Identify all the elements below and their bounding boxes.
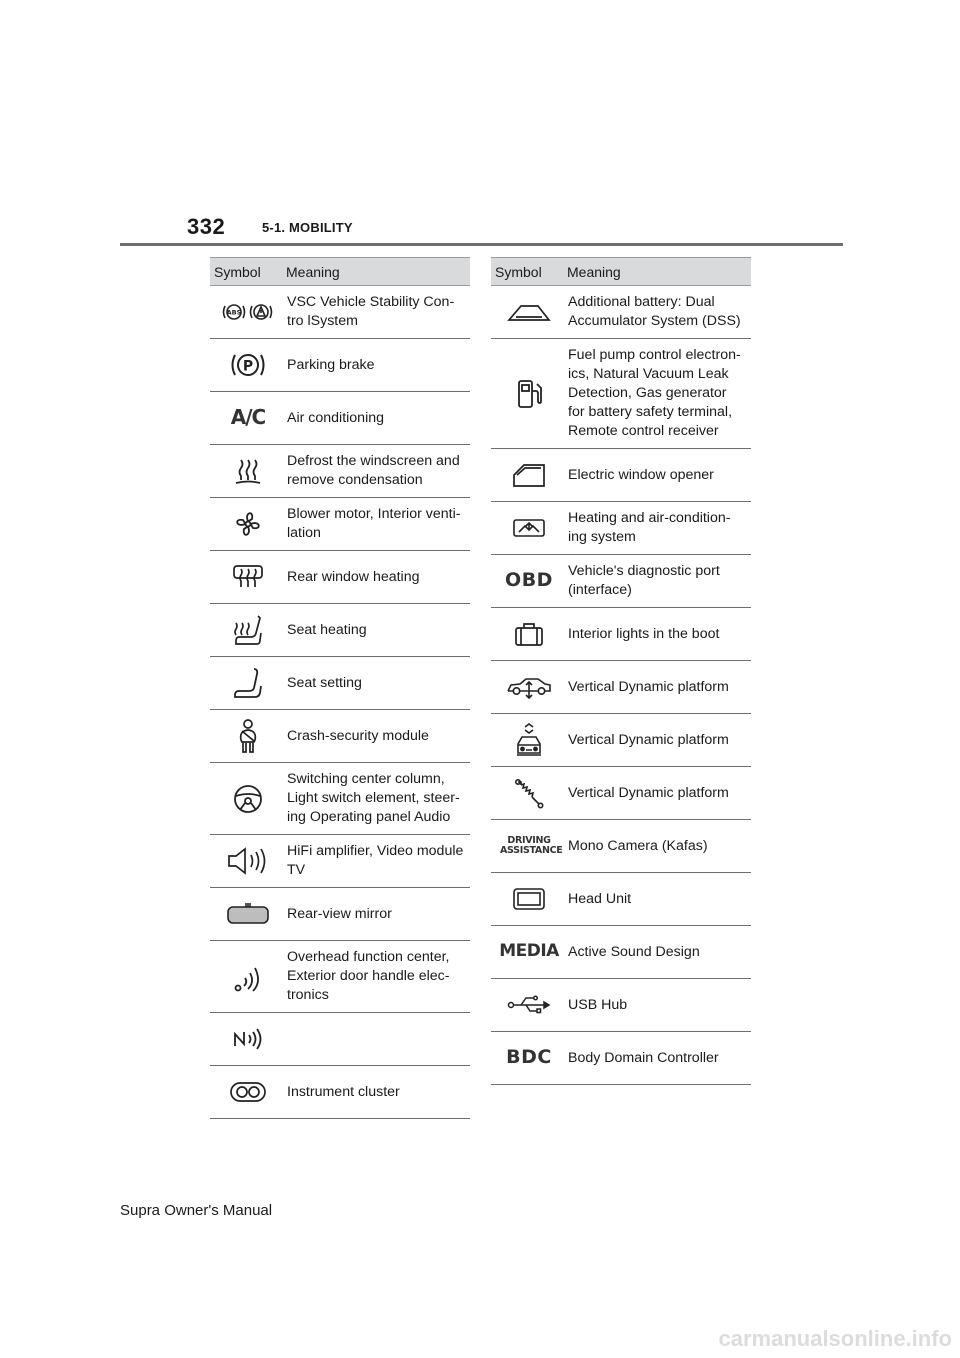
parking-brake-icon [228, 349, 268, 381]
table-row [491, 820, 751, 873]
table-row [210, 551, 470, 604]
footer-manual-name: Supra Owner's Manual [120, 1202, 273, 1219]
meaning-text: Instrument cluster [286, 1066, 470, 1119]
table-row [210, 445, 470, 498]
meaning-text: Heating and air-condition-ing system [567, 502, 751, 555]
car-front-icon [514, 723, 544, 757]
meaning-text: Additional battery: Dual Accumulator System (DSS) [567, 286, 751, 339]
media-icon: MEDIA [499, 941, 559, 962]
ac-icon: A/C [230, 405, 266, 430]
meaning-text [286, 1013, 470, 1066]
table-row [210, 657, 470, 710]
meaning-text: Air conditioning [286, 392, 470, 445]
meaning-text: Seat setting [286, 657, 470, 710]
table-row [210, 888, 470, 941]
table-row [491, 767, 751, 820]
symbol-column-header: Symbol [491, 258, 567, 286]
table-header-row [210, 258, 470, 286]
shock-absorber-icon [513, 777, 545, 809]
table-row [491, 714, 751, 767]
header-divider [120, 243, 843, 246]
car-roof-icon [506, 301, 552, 323]
meaning-text: Active Sound Design [567, 926, 751, 979]
fan-icon [232, 508, 264, 540]
instrument-cluster-icon [228, 1080, 268, 1104]
head-unit-icon [511, 886, 547, 912]
rear-window-heating-icon [231, 563, 265, 591]
table-row [491, 1032, 751, 1085]
table-row [210, 763, 470, 835]
section-title: 5-1. MOBILITY [262, 220, 353, 235]
meaning-text: Head Unit [567, 873, 751, 926]
bdc-icon: BDC [506, 1046, 552, 1069]
table-row [491, 979, 751, 1032]
table-row [210, 835, 470, 888]
watermark: carmanualsonline.info [718, 1326, 952, 1351]
symbol-column-header: Symbol [210, 258, 286, 286]
window-icon [510, 461, 548, 489]
meaning-text: Vertical Dynamic platform [567, 767, 751, 820]
steering-wheel-icon [231, 782, 265, 816]
symbol-table-left [210, 257, 470, 1119]
table-row [491, 873, 751, 926]
meaning-text: Electric window opener [567, 449, 751, 502]
seatbelt-person-icon [234, 718, 262, 754]
meaning-text: Vertical Dynamic platform [567, 661, 751, 714]
nfc-icon [231, 1026, 265, 1052]
meaning-text: Fuel pump control electron-ics, Natural Vacuum Leak Detection, Gas generator for battery safety terminal, Remote control receiver [567, 339, 751, 449]
meaning-text: VSC Vehicle Stability Con-tro lSystem [286, 286, 470, 339]
table-row [210, 498, 470, 551]
table-row [491, 555, 751, 608]
page-number: 332 [187, 214, 226, 239]
usb-icon [506, 994, 552, 1016]
meaning-column-header: Meaning [567, 258, 751, 286]
meaning-text: Body Domain Controller [567, 1032, 751, 1085]
heating-ac-icon [511, 516, 547, 540]
meaning-text: Rear-view mirror [286, 888, 470, 941]
seat-heating-icon [230, 613, 266, 647]
meaning-text: Vehicle's diagnostic port (interface) [567, 555, 751, 608]
meaning-column-header: Meaning [286, 258, 470, 286]
abs-vsc-warning-icon [221, 299, 275, 325]
table-row [491, 449, 751, 502]
meaning-text: Interior lights in the boot [567, 608, 751, 661]
table-row [491, 926, 751, 979]
meaning-text: Mono Camera (Kafas) [567, 820, 751, 873]
meaning-text: HiFi amplifier, Video module TV [286, 835, 470, 888]
car-side-height-icon [505, 673, 553, 701]
driving-assistance-icon: DRIVING ASSISTANCE [500, 835, 563, 856]
table-row [210, 710, 470, 763]
meaning-text: Seat heating [286, 604, 470, 657]
rearview-mirror-icon [225, 902, 271, 926]
table-row [491, 502, 751, 555]
table-row [210, 941, 470, 1013]
svg-text:ABS: ABS [226, 308, 242, 317]
speaker-icon [226, 845, 270, 877]
table-row [210, 1066, 470, 1119]
windscreen-defrost-icon [232, 456, 264, 486]
obd-icon: OBD [505, 569, 553, 592]
table-row [491, 286, 751, 339]
table-header-row [491, 258, 751, 286]
table-row [210, 286, 470, 339]
meaning-text: Rear window heating [286, 551, 470, 604]
table-row [210, 604, 470, 657]
svg-text:P: P [242, 358, 254, 375]
table-row [210, 1013, 470, 1066]
meaning-text: USB Hub [567, 979, 751, 1032]
seat-icon [232, 666, 264, 700]
table-row [491, 661, 751, 714]
meaning-text: Crash-security module [286, 710, 470, 763]
table-row [491, 339, 751, 449]
meaning-text: Blower motor, Interior venti-lation [286, 498, 470, 551]
suitcase-icon [513, 620, 545, 648]
symbol-table-right [491, 257, 751, 1085]
table-row [210, 392, 470, 445]
table-row [210, 339, 470, 392]
fuel-pump-icon [515, 377, 543, 411]
meaning-text: Parking brake [286, 339, 470, 392]
door-handle-signal-icon [231, 960, 265, 994]
meaning-text: Vertical Dynamic platform [567, 714, 751, 767]
meaning-text: Overhead function center, Exterior door handle elec-tronics [286, 941, 470, 1013]
table-row [491, 608, 751, 661]
meaning-text: Switching center column, Light switch element, steer-ing Operating panel Audio [286, 763, 470, 835]
meaning-text: Defrost the windscreen and remove condensation [286, 445, 470, 498]
